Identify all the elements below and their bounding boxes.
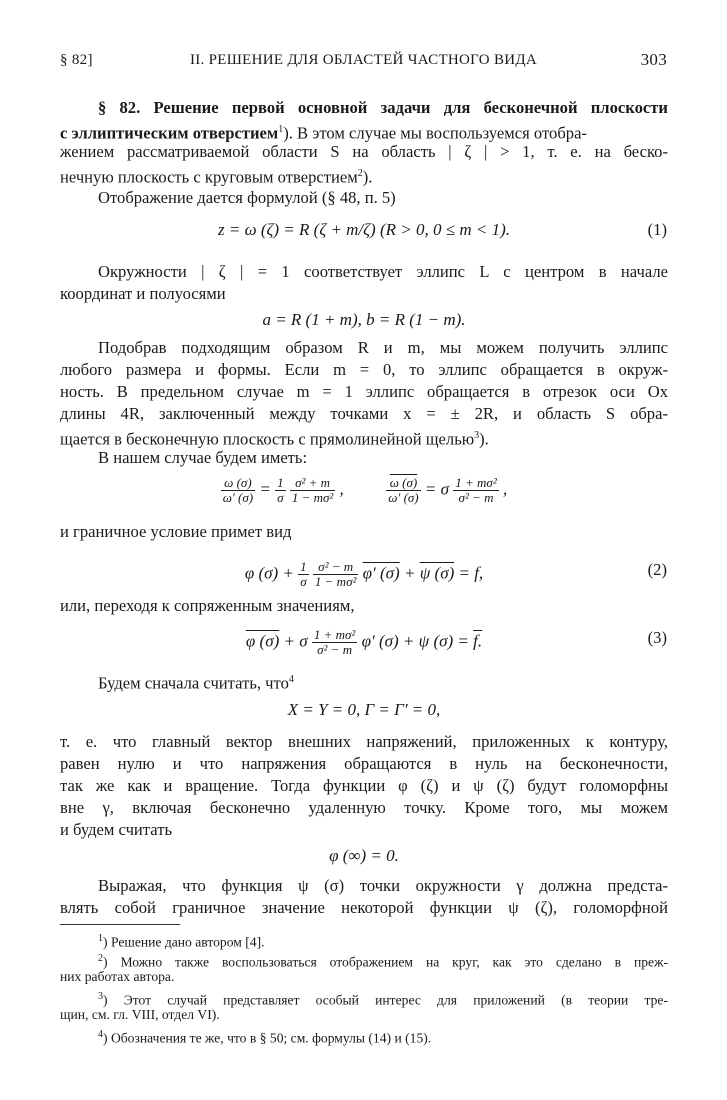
paragraph-9-line-1: т. е. что главный вектор внешних напряжений, приложенных к контуру, — [60, 732, 668, 751]
p1-l3-text: нечную плоскость с круговым отверстием — [60, 167, 358, 187]
equation-6: φ (∞) = 0. — [329, 846, 399, 865]
footnote-3-line-1: $^3$) Этот случай представляет особый интерес для приложений (в теории тре- — [98, 991, 668, 1008]
footnote-rule — [60, 924, 180, 925]
footnote-1: $^1$) Решение дано автором [4]. — [98, 933, 265, 950]
section-heading: § 82. Решение первой основной задачи для бесконечной плоскости — [98, 98, 668, 117]
equation-3: φ (σ) + $\frac{1}{\sigma}$ $\frac{\text{σ² − m}}{\text{1 − mσ²}}$ φ′ (σ) + ψ (σ) = f, — [244, 559, 484, 589]
eq2-frac-one: $\frac{1}{\sigma}$ — [277, 475, 284, 505]
paragraph-1-line-1 — [60, 120, 668, 144]
eq2-frac-a: $\frac{\omega (\sigma)}{\omega' (\sigma)}$ — [222, 475, 254, 505]
equation-3-number: (3) — [647, 628, 667, 647]
paragraph-3-line-1: Окружности | ζ | = 1 соответствует эллипс L с центром в начале — [98, 262, 668, 281]
eq3-frac-one: $\frac{1}{\sigma}$ — [300, 559, 307, 589]
p4-l5-text: щается в бесконечную плоскость с прямолинейной щелью — [60, 429, 475, 449]
paragraph-2: Отображение дается формулой (§ 48, п. 5) — [98, 188, 396, 207]
section-heading-cont: с эллиптическим отверстием — [60, 123, 279, 143]
paragraph-4-line-5 — [60, 426, 668, 450]
paragraph-10-line-1: Выражая, что функция ψ (σ) точки окружности γ должна предста- — [98, 876, 668, 895]
footnote-ref-4: 4 — [288, 674, 294, 685]
footnote-ref-1: 1 — [278, 124, 284, 135]
footnote-2-line-1: $^2$) Можно также воспользоваться отображением на круг, как это сделано в преж- — [98, 953, 668, 970]
running-header-section: § 82] — [60, 52, 93, 68]
paragraph-8 — [60, 670, 668, 694]
footnote-3-line-2: щин, см. гл. VIII, отдел VI). — [60, 1007, 220, 1022]
eq2-frac-d: $\frac{\text{1 + mσ²}}{\text{σ² − m}}$ — [455, 475, 497, 505]
eq2-frac-b: $\frac{\text{σ² + m}}{\text{1 − mσ²}}$ — [291, 475, 334, 505]
paragraph-9-line-5: и будем считать — [60, 820, 173, 839]
footnote-ref-2: 2 — [357, 168, 363, 179]
paragraph-1-line-3 — [60, 164, 668, 188]
p1-l1-tail: ). В этом случае мы воспользуемся отобра- — [283, 123, 587, 143]
paragraph-9-line-4: вне γ, включая бесконечно удаленную точку. Кроме того, мы можем — [60, 798, 668, 817]
equation-2-number: (2) — [647, 560, 667, 579]
eq2-frac-c: $\frac{\omega (\sigma)}{\omega' (\sigma)}$ — [388, 475, 419, 505]
paragraph-9-line-3: так же как и вращение. Тогда функции φ (ζ) и ψ (ζ) будут голоморфны — [60, 776, 668, 795]
equation-1-number: (1) — [647, 220, 667, 239]
equation-4: φ (σ) + σ $\frac{\text{1 + mσ²}}{\text{σ² − m}}$ φ′ (σ) + ψ (σ) = f. — [245, 627, 483, 657]
paragraph-1-line-2: жением рассматриваемой области S на область | ζ | > 1, т. е. на беско- — [60, 142, 668, 161]
footnote-2-line-2: них работах автора. — [60, 969, 175, 984]
paragraph-4-line-3: ность. В предельном случае m = 1 эллипс обращается в отрезок оси Ox — [60, 382, 668, 401]
paragraph-4-line-1: Подобрав подходящим образом R и m, мы можем получить эллипс — [98, 338, 668, 357]
p8-text: Будем сначала считать, что — [98, 673, 289, 693]
footnote-4: $^4$) Обозначения те же, что в § 50; см. формулы (14) и (15). — [98, 1029, 432, 1046]
p1-l3-tail: ). — [362, 167, 373, 187]
paragraph-6: и граничное условие примет вид — [60, 522, 292, 541]
paragraph-7: или, переходя к сопряженным значениям, — [60, 596, 355, 615]
paragraph-4-line-2: любого размера и формы. Если m = 0, то эллипс обращается в окруж- — [60, 360, 668, 379]
eq3-frac: $\frac{\text{σ² − m}}{\text{1 − mσ²}}$ — [314, 559, 357, 589]
page-number: 303 — [640, 50, 667, 69]
equation-1: z = ω (ζ) = R (ζ + m/ζ) (R > 0, 0 ≤ m < 1). — [218, 220, 510, 239]
equation-2: $\frac{\omega (\sigma)}{\omega' (\sigma)}$ = $\frac{1}{\sigma}$ $\frac{\text{σ² + m}}{\text{1 − mσ²}}$ , $\frac{\omega (\sigma)}{\omega' (\sigma)}$ = σ $\frac{\text{1 + mσ²}}{\text{σ² − m}}$ , — [222, 475, 508, 505]
paragraph-10-line-2: влять собой граничное значение некоторой функции ψ (ζ), голоморфной — [60, 898, 668, 917]
running-header-title: II. РЕШЕНИЕ ДЛЯ ОБЛАСТЕЙ ЧАСТНОГО ВИДА — [189, 52, 538, 68]
p4-l5-tail: ). — [479, 429, 489, 449]
equation-axes: a = R (1 + m), b = R (1 − m). — [262, 310, 466, 329]
paragraph-5: В нашем случае будем иметь: — [98, 448, 308, 467]
paragraph-3-line-2: координат и полуосями — [60, 284, 226, 303]
paragraph-9-line-2: равен нулю и что напряжения обращаются в нуль на бесконечности, — [60, 754, 668, 773]
paragraph-4-line-4: длины 4R, заключенный между точками x = ± 2R, и область S обра- — [60, 404, 668, 423]
footnote-ref-3: 3 — [474, 430, 480, 441]
eq4-frac: $\frac{\text{1 + mσ²}}{\text{σ² − m}}$ — [313, 627, 356, 657]
equation-5: X = Y = 0, Γ = Γ′ = 0, — [287, 700, 441, 719]
